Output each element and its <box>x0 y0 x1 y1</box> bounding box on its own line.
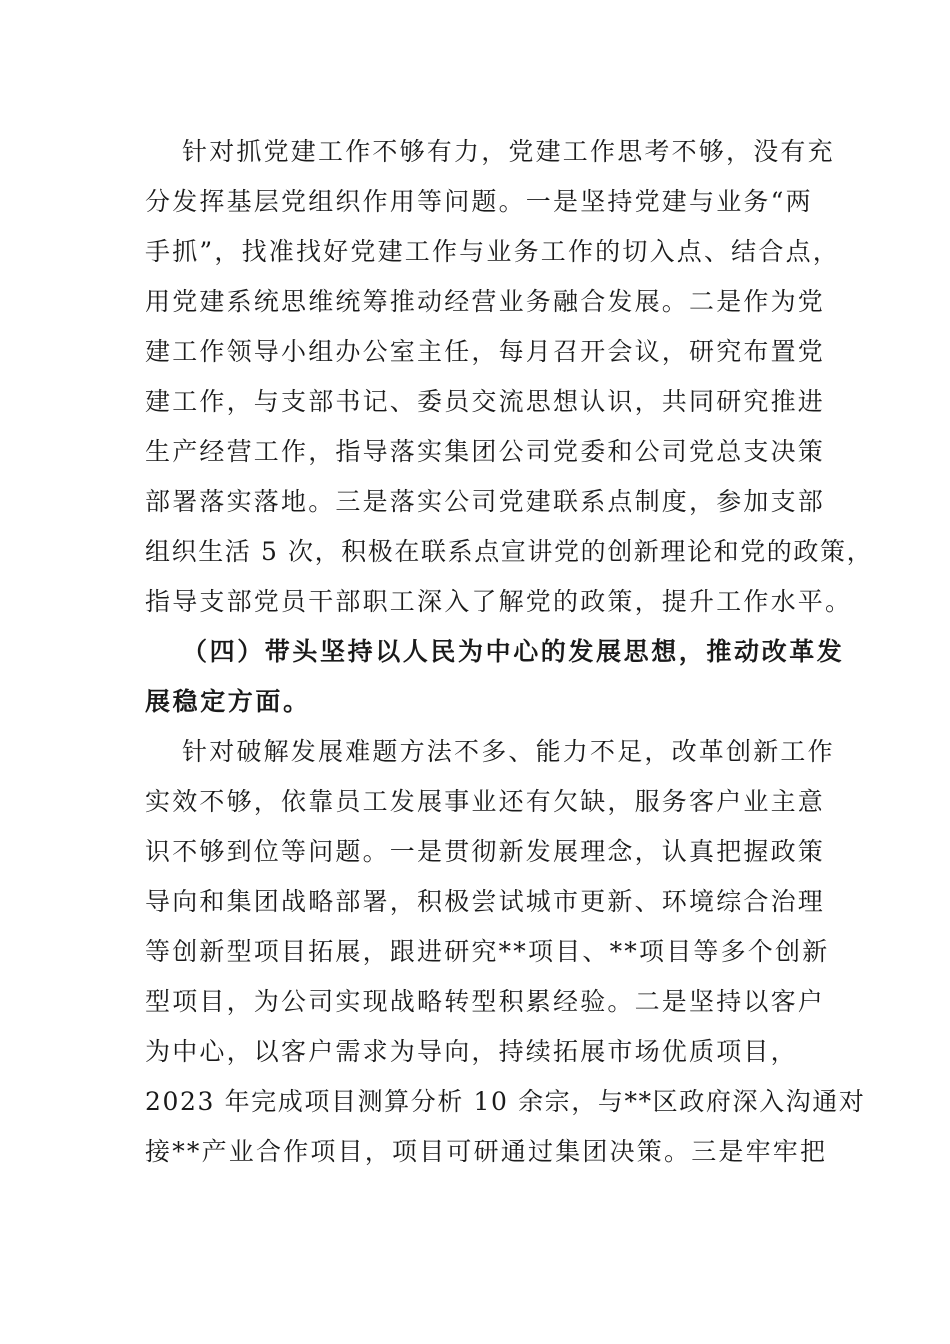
paragraph-1-line-2: 分发挥基层党组织作用等问题。一是坚持党建与业务“两 <box>145 187 813 216</box>
paragraph-2-line-9: 接**产业合作项目，项目可研通过集团决策。三是牢牢把 <box>145 1137 828 1166</box>
paragraph-2-line-3: 识不够到位等问题。一是贯彻新发展理念，认真把握政策 <box>145 837 826 866</box>
paragraph-2-line-1: 针对破解发展难题方法不多、能力不足，改革创新工作 <box>182 737 835 766</box>
paragraph-1-line-10: 指导支部党员干部职工深入了解党的政策，提升工作水平。 <box>145 587 853 616</box>
paragraph-2-line-2: 实效不够，依靠员工发展事业还有欠缺，服务客户业主意 <box>145 787 826 816</box>
paragraph-1-line-4: 用党建系统思维统筹推动经营业务融合发展。二是作为党 <box>145 287 826 316</box>
paragraph-2-line-7: 为中心，以客户需求为导向，持续拓展市场优质项目， <box>145 1037 798 1066</box>
paragraph-1-line-3: 手抓”，找准找好党建工作与业务工作的切入点、结合点， <box>145 237 840 266</box>
paragraph-2-line-5: 等创新型项目拓展，跟进研究**项目、**项目等多个创新 <box>145 937 830 966</box>
paragraph-1-line-7: 生产经营工作，指导落实集团公司党委和公司党总支决策 <box>145 437 826 466</box>
section-heading-line-2: 展稳定方面。 <box>145 687 311 716</box>
paragraph-1-line-5: 建工作领导小组办公室主任，每月召开会议，研究布置党 <box>145 337 826 366</box>
paragraph-1-line-8: 部署落实落地。三是落实公司党建联系点制度，参加支部 <box>145 487 826 516</box>
section-heading-line-1: （四）带头坚持以人民为中心的发展思想，推动改革发 <box>182 637 845 666</box>
paragraph-1-line-9: 组织生活 5 次，积极在联系点宣讲党的创新理论和党的政策， <box>145 537 874 566</box>
paragraph-2-line-4: 导向和集团战略部署，积极尝试城市更新、环境综合治理 <box>145 887 826 916</box>
paragraph-1-line-1: 针对抓党建工作不够有力，党建工作思考不够，没有充 <box>182 137 835 166</box>
paragraph-2-line-8: 2023 年完成项目测算分析 10 余宗，与**区政府深入沟通对 <box>145 1087 866 1116</box>
paragraph-2-line-6: 型项目，为公司实现战略转型积累经验。二是坚持以客户 <box>145 987 826 1016</box>
paragraph-1-line-6: 建工作，与支部书记、委员交流思想认识，共同研究推进 <box>145 387 826 416</box>
